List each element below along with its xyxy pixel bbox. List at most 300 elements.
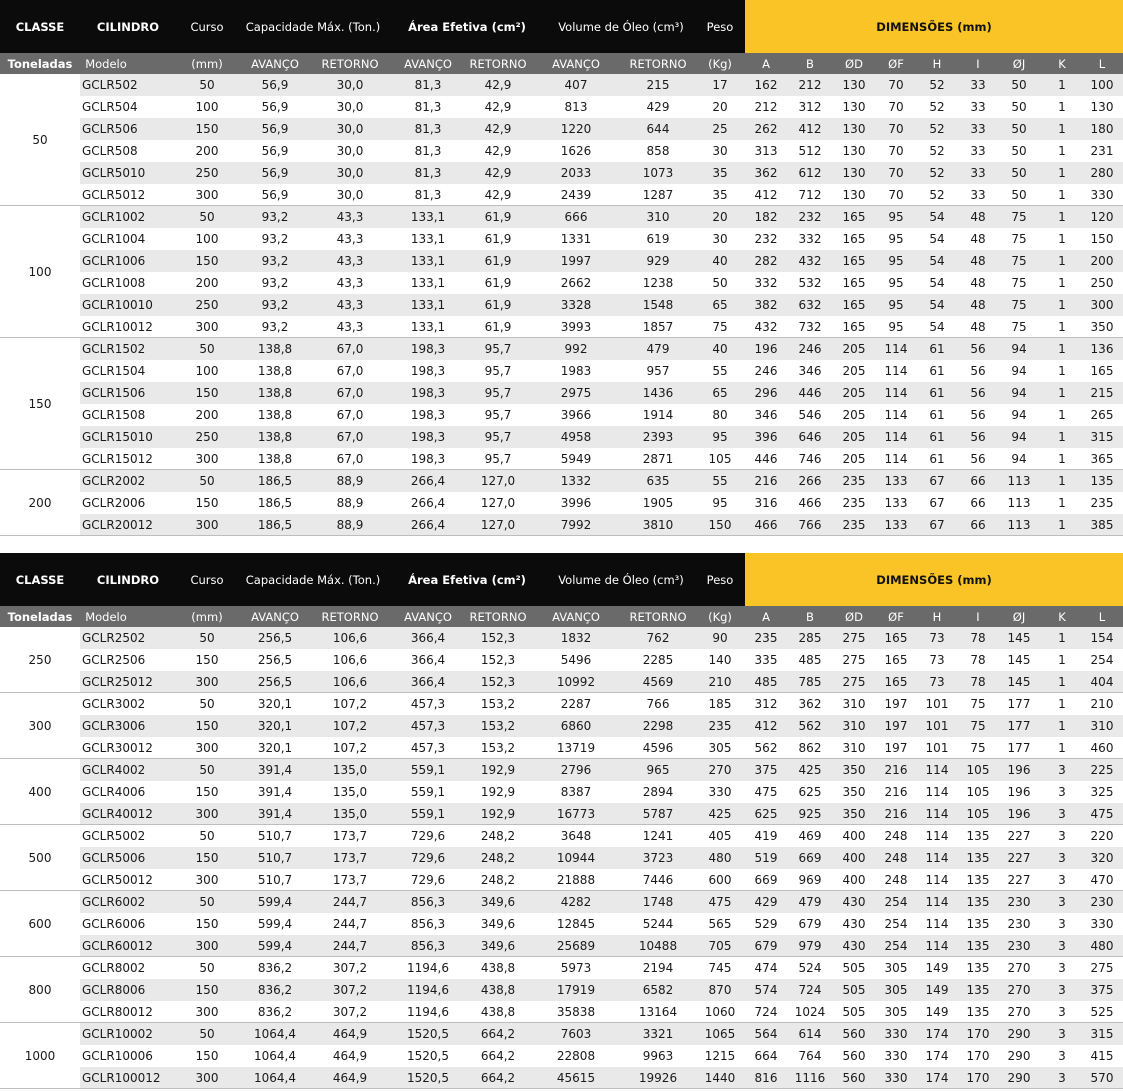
- cell-dim-f: 165: [884, 631, 908, 645]
- cell-dim-h: 61: [929, 408, 945, 422]
- cell-peso: 25: [712, 122, 728, 136]
- cell-peso: 475: [708, 895, 732, 909]
- cell-dim-l: 150: [1090, 232, 1114, 246]
- subheader-area-retorno: RETORNO: [469, 609, 527, 624]
- cell-dim-h: 61: [929, 430, 945, 444]
- cell-dim-a: 382: [754, 298, 778, 312]
- cell-dim-k: 1: [1058, 364, 1066, 378]
- cell-dim-b: 724: [798, 983, 822, 997]
- cell-dim-k: 3: [1058, 939, 1066, 953]
- classe-cell: 300: [0, 693, 80, 759]
- subheader-cap-avanco: AVANÇO: [251, 56, 299, 71]
- table-row: [0, 338, 1123, 360]
- cell-area-retorno: 42,9: [484, 100, 512, 114]
- table-row: [0, 1001, 1123, 1023]
- cell-vol-avanco: 2439: [560, 188, 592, 202]
- cell-vol-retorno: 2285: [642, 653, 674, 667]
- cell-dim-i: 66: [970, 474, 986, 488]
- cell-dim-a: 235: [754, 631, 778, 645]
- cell-peso: 235: [708, 719, 732, 733]
- cell-dim-k: 3: [1058, 763, 1066, 777]
- cell-dim-l: 385: [1090, 518, 1114, 532]
- cell-dim-b: 524: [798, 961, 822, 975]
- cell-dim-j: 177: [1007, 741, 1031, 755]
- cell-dim-f: 197: [884, 719, 908, 733]
- cell-dim-h: 52: [929, 122, 945, 136]
- cell-dim-i: 105: [966, 763, 990, 777]
- cell-dim-j: 113: [1007, 496, 1031, 510]
- cell-peso: 425: [708, 807, 732, 821]
- cell-dim-b: 412: [798, 122, 822, 136]
- header-cilindro: CILINDRO: [96, 572, 160, 587]
- cell-vol-avanco: 21888: [556, 873, 596, 887]
- cell-dim-i: 170: [966, 1071, 990, 1085]
- cell-dim-l: 330: [1090, 188, 1114, 202]
- cell-curso: 300: [195, 873, 219, 887]
- cell-cap-avanco: 56,9: [261, 100, 289, 114]
- cell-modelo: GCLR5012: [82, 188, 146, 202]
- cell-curso: 250: [195, 166, 219, 180]
- cell-peso: 1060: [704, 1005, 736, 1019]
- cell-dim-j: 145: [1007, 675, 1031, 689]
- cell-dim-b: 479: [798, 895, 822, 909]
- cell-area-retorno: 95,7: [484, 452, 512, 466]
- cell-dim-l: 210: [1090, 697, 1114, 711]
- table-row: [0, 847, 1123, 869]
- cell-cap-avanco: 599,4: [257, 917, 293, 931]
- cell-dim-b: 764: [798, 1049, 822, 1063]
- cell-modelo: GCLR502: [82, 78, 138, 92]
- cell-dim-b: 346: [798, 364, 822, 378]
- cell-dim-h: 101: [925, 719, 949, 733]
- table-row: [0, 891, 1123, 913]
- cell-dim-j: 230: [1007, 895, 1031, 909]
- cell-area-retorno: 61,9: [484, 210, 512, 224]
- cell-dim-d: 505: [842, 1005, 866, 1019]
- cell-dim-d: 205: [842, 364, 866, 378]
- table-row: [0, 514, 1123, 536]
- cell-dim-h: 149: [925, 1005, 949, 1019]
- cell-dim-a: 196: [754, 342, 778, 356]
- cell-dim-b: 969: [798, 873, 822, 887]
- cell-dim-k: 3: [1058, 895, 1066, 909]
- cell-area-avanco: 266,4: [410, 518, 446, 532]
- cell-modelo: GCLR506: [82, 122, 138, 136]
- table-row: [0, 492, 1123, 514]
- cell-cap-avanco: 320,1: [257, 697, 293, 711]
- cell-curso: 300: [195, 452, 219, 466]
- cell-cap-avanco: 93,2: [261, 320, 289, 334]
- header-dimensoes: DIMENSÕES (mm): [745, 553, 1123, 606]
- cell-vol-retorno: 858: [646, 144, 670, 158]
- cell-vol-retorno: 644: [646, 122, 670, 136]
- cell-curso: 300: [195, 518, 219, 532]
- cell-cap-avanco: 1064,4: [254, 1027, 296, 1041]
- cell-area-avanco: 457,3: [410, 741, 446, 755]
- cell-cap-avanco: 93,2: [261, 232, 289, 246]
- cell-curso: 150: [195, 496, 219, 510]
- cell-area-avanco: 81,3: [414, 166, 442, 180]
- cell-area-retorno: 127,0: [480, 474, 516, 488]
- cell-dim-b: 425: [798, 763, 822, 777]
- cell-dim-f: 305: [884, 983, 908, 997]
- cell-vol-avanco: 5496: [560, 653, 592, 667]
- cell-dim-h: 114: [925, 829, 949, 843]
- cell-peso: 705: [708, 939, 732, 953]
- cell-cap-retorno: 135,0: [332, 785, 368, 799]
- cell-cap-retorno: 106,6: [332, 675, 368, 689]
- cell-dim-i: 48: [970, 276, 986, 290]
- cell-dim-i: 66: [970, 518, 986, 532]
- cell-dim-i: 75: [970, 719, 986, 733]
- cell-cap-retorno: 173,7: [332, 829, 368, 843]
- cell-dim-h: 54: [929, 276, 945, 290]
- cell-dim-d: 310: [842, 719, 866, 733]
- table-row: [0, 781, 1123, 803]
- cell-area-avanco: 133,1: [410, 232, 446, 246]
- cell-dim-a: 429: [754, 895, 778, 909]
- cell-dim-k: 3: [1058, 785, 1066, 799]
- cell-area-avanco: 198,3: [410, 342, 446, 356]
- cell-dim-k: 1: [1058, 210, 1066, 224]
- cell-cap-retorno: 30,0: [336, 122, 364, 136]
- cell-dim-a: 446: [754, 452, 778, 466]
- cell-area-retorno: 61,9: [484, 320, 512, 334]
- cell-dim-a: 162: [754, 78, 778, 92]
- header-area: Área Efetiva (cm²): [408, 19, 526, 34]
- cell-dim-a: 212: [754, 100, 778, 114]
- subheader-modelo: Modelo: [85, 56, 127, 71]
- cell-dim-i: 105: [966, 785, 990, 799]
- subheader-row: [0, 606, 1123, 627]
- cell-dim-a: 362: [754, 166, 778, 180]
- cell-cap-retorno: 107,2: [332, 719, 368, 733]
- cell-curso: 50: [199, 474, 215, 488]
- subheader-area-avanco: AVANÇO: [404, 609, 452, 624]
- cell-dim-d: 560: [842, 1071, 866, 1085]
- cell-dim-l: 475: [1090, 807, 1114, 821]
- cell-dim-f: 216: [884, 785, 908, 799]
- cell-area-retorno: 349,6: [480, 895, 516, 909]
- cell-area-retorno: 248,2: [480, 851, 516, 865]
- cell-area-avanco: 366,4: [410, 653, 446, 667]
- table-row: [0, 1067, 1123, 1089]
- cell-dim-i: 48: [970, 254, 986, 268]
- cell-vol-retorno: 2194: [642, 961, 674, 975]
- cell-vol-retorno: 929: [646, 254, 670, 268]
- cell-cap-retorno: 43,3: [336, 254, 364, 268]
- cell-dim-d: 430: [842, 895, 866, 909]
- cell-dim-b: 925: [798, 807, 822, 821]
- cell-cap-avanco: 256,5: [257, 631, 293, 645]
- cell-dim-d: 130: [842, 144, 866, 158]
- cell-dim-l: 300: [1090, 298, 1114, 312]
- subheader-dim-k: K: [1058, 56, 1066, 71]
- cell-cap-retorno: 107,2: [332, 697, 368, 711]
- cell-dim-i: 56: [970, 364, 986, 378]
- cell-dim-j: 50: [1011, 78, 1027, 92]
- cell-dim-i: 56: [970, 452, 986, 466]
- cell-dim-f: 95: [888, 254, 904, 268]
- cell-curso: 300: [195, 1071, 219, 1085]
- cell-dim-l: 470: [1090, 873, 1114, 887]
- cell-dim-j: 227: [1007, 829, 1031, 843]
- cell-dim-d: 130: [842, 78, 866, 92]
- cell-cap-avanco: 599,4: [257, 939, 293, 953]
- cell-cap-avanco: 56,9: [261, 144, 289, 158]
- table-row: [0, 426, 1123, 448]
- cell-cap-retorno: 244,7: [332, 939, 368, 953]
- table-row: [0, 272, 1123, 294]
- cell-dim-f: 197: [884, 741, 908, 755]
- cell-peso: 50: [712, 276, 728, 290]
- cell-cap-retorno: 107,2: [332, 741, 368, 755]
- cell-dim-k: 1: [1058, 719, 1066, 733]
- cell-dim-h: 174: [925, 1071, 949, 1085]
- cell-dim-k: 1: [1058, 631, 1066, 645]
- cell-modelo: GCLR508: [82, 144, 138, 158]
- subheader-curso: (mm): [191, 56, 223, 71]
- cell-cap-retorno: 43,3: [336, 276, 364, 290]
- cell-area-avanco: 1194,6: [407, 961, 449, 975]
- cell-dim-l: 275: [1090, 961, 1114, 975]
- cell-cap-avanco: 510,7: [257, 873, 293, 887]
- cell-vol-avanco: 3996: [560, 496, 592, 510]
- cell-dim-a: 282: [754, 254, 778, 268]
- cell-area-avanco: 266,4: [410, 474, 446, 488]
- cell-dim-a: 335: [754, 653, 778, 667]
- cell-cap-retorno: 67,0: [336, 364, 364, 378]
- cell-cap-avanco: 836,2: [257, 1005, 293, 1019]
- cell-area-retorno: 127,0: [480, 496, 516, 510]
- cell-vol-avanco: 12845: [556, 917, 596, 931]
- cell-dim-a: 529: [754, 917, 778, 931]
- cell-dim-i: 170: [966, 1049, 990, 1063]
- cell-vol-avanco: 3966: [560, 408, 592, 422]
- cell-vol-avanco: 1220: [560, 122, 592, 136]
- cell-area-avanco: 559,1: [410, 763, 446, 777]
- cell-vol-avanco: 17919: [556, 983, 596, 997]
- header-area: Área Efetiva (cm²): [408, 572, 526, 587]
- cell-dim-a: 562: [754, 741, 778, 755]
- cell-cap-retorno: 30,0: [336, 188, 364, 202]
- cell-dim-b: 212: [798, 78, 822, 92]
- cell-dim-d: 275: [842, 675, 866, 689]
- cell-dim-l: 310: [1090, 719, 1114, 733]
- cell-dim-b: 485: [798, 653, 822, 667]
- cell-area-retorno: 61,9: [484, 298, 512, 312]
- cell-curso: 150: [195, 983, 219, 997]
- cell-cap-avanco: 138,8: [257, 430, 293, 444]
- cell-dim-i: 66: [970, 496, 986, 510]
- classe-cell: 50: [0, 74, 80, 206]
- cell-dim-k: 1: [1058, 342, 1066, 356]
- cell-vol-retorno: 1073: [642, 166, 674, 180]
- cell-vol-retorno: 4569: [642, 675, 674, 689]
- cell-vol-retorno: 1287: [642, 188, 674, 202]
- cell-cap-retorno: 67,0: [336, 430, 364, 444]
- cell-vol-retorno: 1914: [642, 408, 674, 422]
- cell-modelo: GCLR2506: [82, 653, 146, 667]
- cell-peso: 35: [712, 188, 728, 202]
- cell-curso: 150: [195, 653, 219, 667]
- cell-area-retorno: 95,7: [484, 430, 512, 444]
- cell-area-retorno: 61,9: [484, 254, 512, 268]
- cell-modelo: GCLR1008: [82, 276, 146, 290]
- table-row: [0, 759, 1123, 781]
- cell-vol-avanco: 13719: [556, 741, 596, 755]
- subheader-dim-j: ØJ: [1012, 56, 1026, 71]
- cell-vol-avanco: 1332: [560, 474, 592, 488]
- cell-dim-i: 48: [970, 320, 986, 334]
- cell-dim-f: 114: [884, 408, 908, 422]
- cell-curso: 50: [199, 78, 215, 92]
- cell-vol-avanco: 8387: [560, 785, 592, 799]
- cell-dim-d: 400: [842, 873, 866, 887]
- cell-dim-k: 3: [1058, 1027, 1066, 1041]
- cell-dim-a: 182: [754, 210, 778, 224]
- cell-cap-avanco: 391,4: [257, 807, 293, 821]
- cell-dim-l: 135: [1090, 474, 1114, 488]
- cell-vol-avanco: 1997: [560, 254, 592, 268]
- cell-dim-j: 50: [1011, 144, 1027, 158]
- table-row: [0, 627, 1123, 649]
- cell-curso: 150: [195, 1049, 219, 1063]
- table-row: [0, 448, 1123, 470]
- table-row: [0, 404, 1123, 426]
- cell-dim-f: 305: [884, 961, 908, 975]
- cell-area-avanco: 559,1: [410, 785, 446, 799]
- cell-area-retorno: 349,6: [480, 917, 516, 931]
- cell-vol-avanco: 407: [564, 78, 588, 92]
- cell-dim-d: 350: [842, 785, 866, 799]
- cell-dim-i: 135: [966, 961, 990, 975]
- cell-cap-avanco: 138,8: [257, 386, 293, 400]
- cell-dim-b: 862: [798, 741, 822, 755]
- cell-area-retorno: 42,9: [484, 122, 512, 136]
- cell-area-retorno: 349,6: [480, 939, 516, 953]
- cell-dim-a: 432: [754, 320, 778, 334]
- cell-dim-f: 70: [888, 122, 904, 136]
- cell-curso: 200: [195, 408, 219, 422]
- cell-area-retorno: 61,9: [484, 232, 512, 246]
- cell-dim-j: 196: [1007, 763, 1031, 777]
- subheader-curso: (mm): [191, 609, 223, 624]
- cell-area-retorno: 95,7: [484, 342, 512, 356]
- cell-dim-b: 332: [798, 232, 822, 246]
- cell-dim-a: 246: [754, 364, 778, 378]
- cell-modelo: GCLR100012: [82, 1071, 161, 1085]
- classe-cell: 500: [0, 825, 80, 891]
- cell-cap-avanco: 56,9: [261, 188, 289, 202]
- cell-dim-a: 485: [754, 675, 778, 689]
- cell-vol-avanco: 666: [564, 210, 588, 224]
- cell-dim-b: 1024: [794, 1005, 826, 1019]
- cell-dim-h: 149: [925, 961, 949, 975]
- cell-area-retorno: 61,9: [484, 276, 512, 290]
- cell-area-retorno: 152,3: [480, 653, 516, 667]
- subheader-toneladas: Toneladas: [7, 609, 73, 624]
- cell-peso: 65: [712, 298, 728, 312]
- cell-cap-retorno: 88,9: [336, 496, 364, 510]
- cell-dim-k: 3: [1058, 829, 1066, 843]
- cell-peso: 405: [708, 829, 732, 843]
- cell-modelo: GCLR2002: [82, 474, 146, 488]
- subheader-area-avanco: AVANÇO: [404, 56, 452, 71]
- subheader-vol-avanco: AVANÇO: [552, 56, 600, 71]
- cell-area-avanco: 198,3: [410, 364, 446, 378]
- cell-cap-retorno: 307,2: [332, 961, 368, 975]
- cell-dim-d: 430: [842, 917, 866, 931]
- cell-dim-j: 94: [1011, 386, 1027, 400]
- cell-area-avanco: 1194,6: [407, 983, 449, 997]
- cell-vol-retorno: 13164: [638, 1005, 678, 1019]
- cell-dim-h: 114: [925, 851, 949, 865]
- cell-peso: 35: [712, 166, 728, 180]
- cell-dim-d: 205: [842, 386, 866, 400]
- cell-vol-retorno: 429: [646, 100, 670, 114]
- cell-dim-h: 52: [929, 144, 945, 158]
- cell-curso: 50: [199, 342, 215, 356]
- classe-cell: 1000: [0, 1023, 80, 1089]
- cell-vol-avanco: 22808: [556, 1049, 596, 1063]
- cell-dim-l: 250: [1090, 276, 1114, 290]
- subheader-dim-i: I: [976, 56, 980, 71]
- cell-dim-b: 766: [798, 518, 822, 532]
- header-cilindro: CILINDRO: [96, 19, 160, 34]
- cell-area-avanco: 366,4: [410, 675, 446, 689]
- cell-cap-retorno: 464,9: [332, 1071, 368, 1085]
- cell-dim-f: 254: [884, 917, 908, 931]
- table-row: [0, 470, 1123, 492]
- cell-modelo: GCLR5006: [82, 851, 146, 865]
- cell-vol-retorno: 957: [646, 364, 670, 378]
- cell-dim-a: 313: [754, 144, 778, 158]
- cell-dim-b: 246: [798, 342, 822, 356]
- cell-modelo: GCLR5002: [82, 829, 146, 843]
- cell-dim-d: 430: [842, 939, 866, 953]
- cell-dim-k: 3: [1058, 873, 1066, 887]
- cell-dim-i: 78: [970, 631, 986, 645]
- table-row: [0, 382, 1123, 404]
- cell-area-avanco: 133,1: [410, 254, 446, 268]
- cell-cap-retorno: 30,0: [336, 144, 364, 158]
- cell-modelo: GCLR80012: [82, 1005, 153, 1019]
- cell-cap-avanco: 56,9: [261, 166, 289, 180]
- cell-area-avanco: 1520,5: [407, 1049, 449, 1063]
- cell-peso: 75: [712, 320, 728, 334]
- cell-dim-j: 145: [1007, 653, 1031, 667]
- cell-dim-j: 230: [1007, 939, 1031, 953]
- cell-cap-retorno: 173,7: [332, 873, 368, 887]
- table-row: [0, 935, 1123, 957]
- cell-dim-f: 70: [888, 166, 904, 180]
- cell-dim-f: 95: [888, 298, 904, 312]
- cell-dim-b: 1116: [794, 1071, 826, 1085]
- cell-dim-d: 275: [842, 653, 866, 667]
- cell-cap-retorno: 244,7: [332, 895, 368, 909]
- cell-dim-l: 136: [1090, 342, 1114, 356]
- cell-peso: 20: [712, 100, 728, 114]
- cell-dim-a: 396: [754, 430, 778, 444]
- cell-peso: 210: [708, 675, 732, 689]
- cell-dim-f: 95: [888, 210, 904, 224]
- cell-dim-j: 75: [1011, 298, 1027, 312]
- classe-cell: 100: [0, 206, 80, 338]
- table-row: [0, 979, 1123, 1001]
- cell-vol-retorno: 1548: [642, 298, 674, 312]
- cell-cap-retorno: 244,7: [332, 917, 368, 931]
